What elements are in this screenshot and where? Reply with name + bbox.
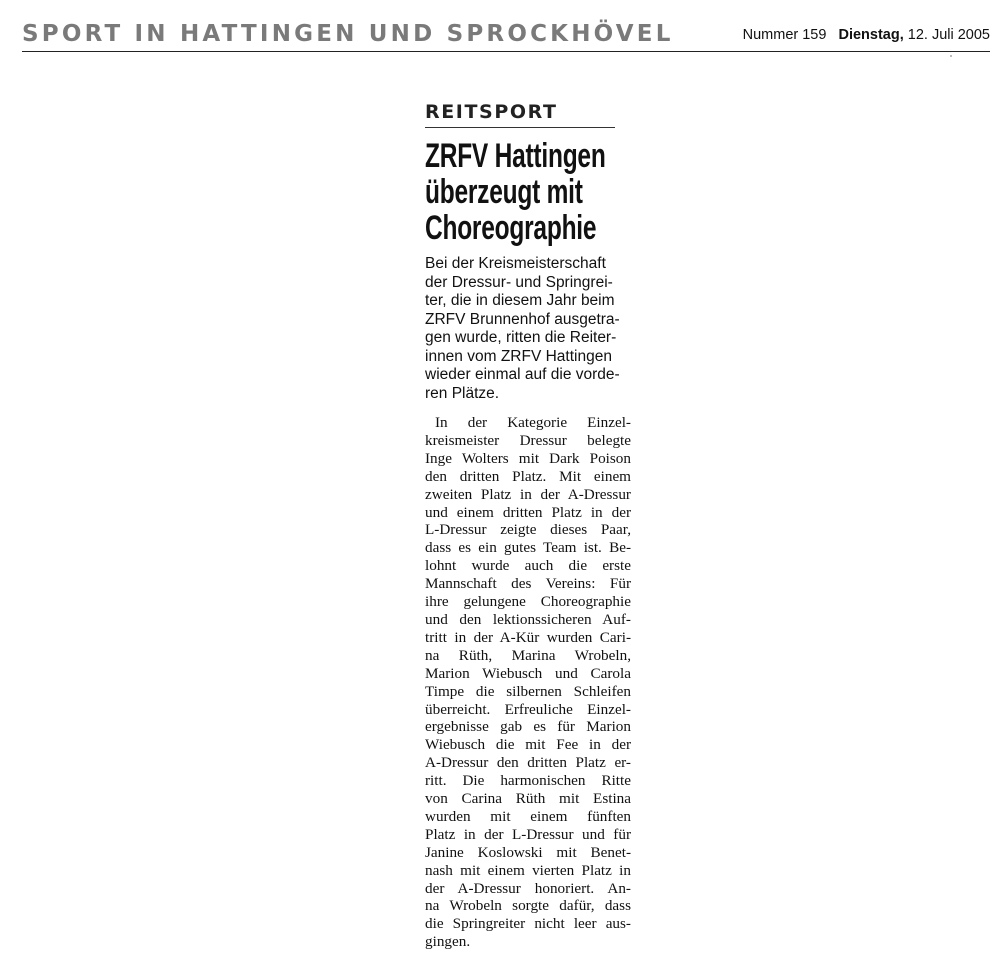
body-line: zweiten Platz in der A-Dressur bbox=[425, 485, 631, 503]
body-line: überreicht. Erfreuliche Einzel- bbox=[425, 700, 631, 718]
body-line: lohnt wurde auch die erste bbox=[425, 557, 631, 575]
body-line: und den lektionssicheren Auf- bbox=[425, 610, 631, 628]
body-line: Inge Wolters mit Dark Poison bbox=[425, 449, 631, 467]
body-line: Platz in der L-Dressur und für bbox=[425, 825, 631, 843]
issue-number: Nummer 159 bbox=[742, 27, 827, 43]
section-divider bbox=[425, 127, 615, 128]
masthead-divider bbox=[22, 51, 990, 52]
lead-line: gen wurde, ritten die Reiter- bbox=[425, 329, 617, 346]
body-line: Marion Wiebusch und Carola bbox=[425, 664, 631, 682]
lead-line: der Dressur- und Springrei- bbox=[425, 273, 613, 291]
newspaper-section-title: SPORT IN HATTINGEN UND SPROCKHÖVEL bbox=[22, 21, 674, 47]
lead-line: ZRFV Brunnenhof ausgetra- bbox=[425, 310, 620, 328]
body-line: na Rüth, Marina Wrobeln, bbox=[425, 646, 631, 664]
body-line: und einem dritten Platz in der bbox=[425, 503, 631, 521]
body-line: na Wrobeln sorgte dafür, dass bbox=[425, 897, 631, 915]
body-line: Wiebusch die mit Fee in der bbox=[425, 736, 631, 754]
body-line: von Carina Rüth mit Estina bbox=[425, 790, 631, 808]
headline-line: ZRFV Hattingen bbox=[425, 137, 606, 175]
masthead bbox=[22, 20, 990, 52]
lead-line: wieder einmal auf die vorde- bbox=[425, 366, 620, 383]
body-line: der A-Dressur honoriert. An- bbox=[425, 879, 631, 897]
body-line: In der Kategorie Einzel- bbox=[435, 414, 631, 431]
lead-line: innen vom ZRFV Hattingen bbox=[425, 347, 612, 365]
body-line: A-Dressur den dritten Platz er- bbox=[425, 754, 631, 772]
section-label: REITSPORT bbox=[425, 101, 558, 123]
body-line: L-Dressur zeigte dieses Paar, bbox=[425, 521, 631, 539]
body-line: den dritten Platz. Mit einem bbox=[425, 467, 631, 485]
headline-line: überzeugt mit bbox=[425, 173, 583, 211]
lead-paragraph bbox=[425, 255, 637, 403]
body-line: gingen. bbox=[425, 933, 471, 951]
issue-date: 12. Juli 2005 bbox=[907, 27, 990, 43]
body-line: nash mit einem vierten Platz in bbox=[425, 861, 631, 879]
body-line: ritt. Die harmonischen Ritte bbox=[425, 772, 631, 790]
headline-line: Choreographie bbox=[425, 209, 597, 247]
body-line: ihre gelungene Choreographie bbox=[425, 593, 631, 611]
lead-line: Bei der Kreismeisterschaft bbox=[425, 255, 606, 272]
lead-line: ter, die in diesem Jahr beim bbox=[425, 292, 615, 309]
headline bbox=[425, 138, 641, 246]
article bbox=[425, 100, 637, 951]
body-line: dass es ein gutes Team ist. Be- bbox=[425, 539, 631, 557]
body-line: Timpe die silbernen Schleifen bbox=[425, 682, 631, 700]
body-line: Mannschaft des Vereins: Für bbox=[425, 575, 631, 593]
body-line: die Springreiter nicht leer aus- bbox=[425, 915, 631, 933]
lead-line: ren Plätze. bbox=[425, 384, 500, 402]
scan-speck bbox=[950, 55, 952, 57]
body-line: Janine Koslowski mit Benet- bbox=[425, 843, 631, 861]
body-line: ergebnisse gab es für Marion bbox=[425, 718, 631, 736]
body-line: kreismeister Dressur belegte bbox=[425, 431, 631, 449]
issue-weekday: Dienstag, bbox=[838, 27, 904, 43]
body-line: wurden mit einem fünften bbox=[425, 807, 631, 825]
issue-info bbox=[743, 25, 990, 45]
body-paragraph bbox=[425, 414, 631, 951]
body-line: tritt in der A-Kür wurden Cari- bbox=[425, 628, 631, 646]
